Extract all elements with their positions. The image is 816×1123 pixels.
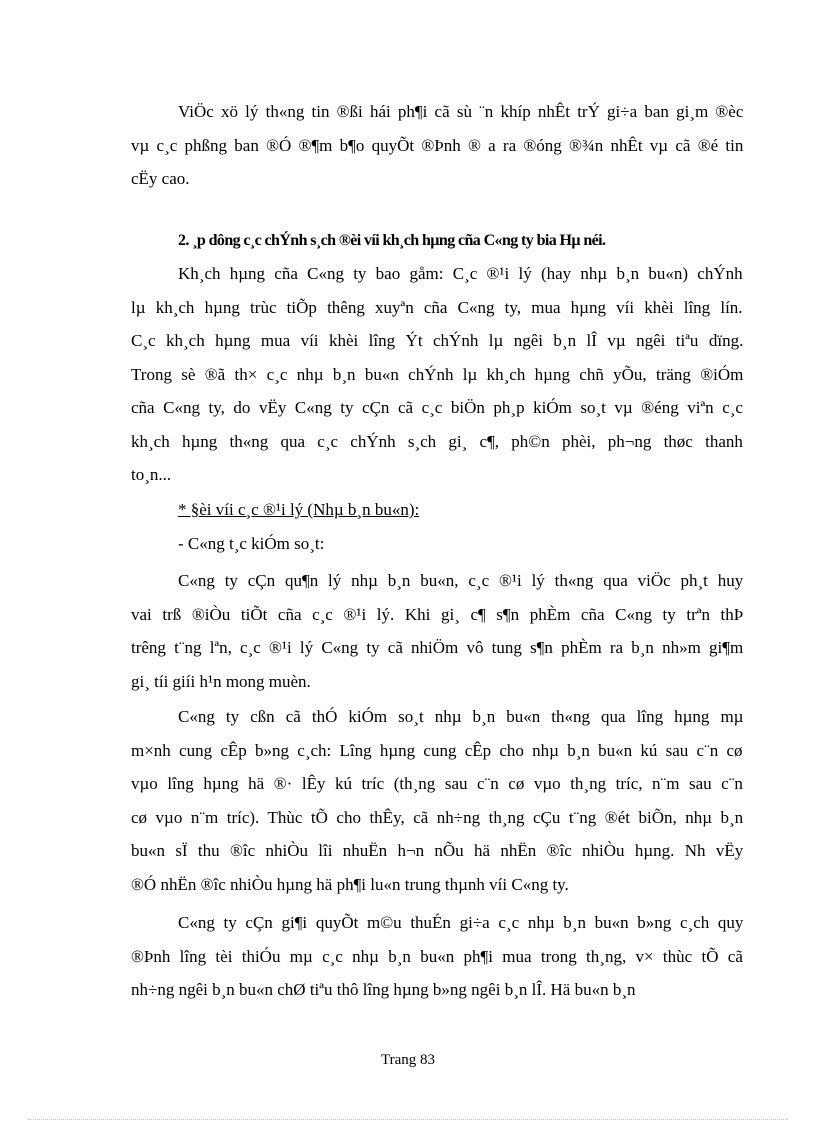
text-line: Kh¸ch hµng cña C«ng ty bao gåm: C¸c ®¹i lý (hay nhµ b¸n bu«n) chÝnh	[178, 264, 743, 283]
text-line: C«ng ty cÇn gi¶i quyÕt m©u thuÉn gi÷a c¸c nhµ b¸n bu«n b»ng c¸ch quy	[178, 913, 744, 932]
text-line: kh¸ch hµng th«ng qua c¸c chÝnh s¸ch gi¸ c¶, ph©n phèi, ph¬ng thøc thanh	[131, 431, 743, 451]
text-line: C«ng ty cÇn qu¶n lý nhµ b¸n bu«n, c¸c ®¹i lý th«ng qua viÖc ph¸t huy	[178, 571, 744, 590]
text-line: lµ kh¸ch hµng trùc tiÕp thêng xuyªn cña C«ng ty, mua hµng víi khèi lîng lín.	[131, 297, 743, 317]
paragraph-5	[131, 906, 743, 1007]
paragraph-4	[131, 700, 743, 901]
page-number: Trang 83	[380, 1052, 436, 1068]
text-line: bu«n sÏ thu ®îc nhiÒu lîi nhuËn h¬n nÕu hä nhËn ®îc nhiÒu hµng. Nh vËy	[131, 841, 744, 860]
subsection-subheading: - C«ng t¸c kiÓm so¸t:	[178, 534, 325, 553]
text-line: cø vµo n¨m tríc). Thùc tÕ cho thÊy, cã nh÷ng th¸ng cÇu t¨ng ®ét biÕn, nhµ b¸n	[131, 807, 744, 827]
text-line: trêng t¨ng lªn, c¸c ®¹i lý C«ng ty cã nhiÖm vô tung s¶n phÈm ra b¸n nh»m gi¶m	[131, 638, 744, 657]
text-line: cña C«ng ty, do vËy C«ng ty cÇn cã c¸c biÖn ph¸p kiÓm so¸t vµ ®éng viªn c¸c	[131, 398, 743, 417]
text-line: vµ c¸c phßng ban ®Ó ®¶m b¶o quyÕt ®Þnh ® a ra ®óng ®¾n nhÊt vµ cã ®é tin	[131, 135, 744, 155]
text-line: ViÖc xö lý th«ng tin ®ßi hái ph¶i cã sù ¨n khíp nhÊt trÝ gi÷a ban gi¸m ®èc	[178, 102, 744, 121]
text-line: vµo lîng hµng hä ®· lÊy kú tríc (th¸ng sau c¨n cø vµo th¸ng tríc, n¨m sau c¨n	[131, 774, 743, 793]
text-line: gi¸ tíi giíi h¹n mong muèn.	[131, 671, 311, 691]
paragraph-3	[131, 564, 743, 698]
text-line: C«ng ty cßn cã thÓ kiÓm so¸t nhµ b¸n bu«n th«ng qua lîng hµng mµ	[178, 707, 744, 726]
text-line: nh÷ng ngêi b¸n bu«n chØ tiªu thô lîng hµng b»ng ngêi b¸n lÎ. Hä bu«n b¸n	[131, 980, 636, 999]
section-heading: 2. ¸p dông c¸c chÝnh s¸ch ®èi víi kh¸ch hµng cña C«ng ty bia Hµ néi.	[178, 232, 606, 249]
text-line: Trong sè ®ã th× c¸c nhµ b¸n bu«n chÝnh lµ kh¸ch hµng chñ yÕu, träng ®iÓm	[131, 364, 744, 384]
text-line: vai trß ®iÒu tiÕt cña c¸c ®¹i lý. Khi gi¸ c¶ s¶n phÈm cña C«ng ty trªn thÞ	[131, 604, 744, 624]
text-line: m×nh cung cÊp b»ng c¸ch: Lîng hµng cung cÊp cho nhµ b¸n bu«n kú sau c¨n cø	[131, 740, 743, 760]
subsection-heading: * §èi víi c¸c ®¹i lý (Nhµ b¸n bu«n):	[178, 500, 420, 519]
paragraph-2	[131, 257, 743, 492]
text-line: ®Ó nhËn ®îc nhiÒu hµng hä ph¶i lu«n trung thµnh víi C«ng ty.	[131, 874, 569, 894]
text-line: cËy cao.	[131, 169, 190, 188]
paragraph-1	[131, 95, 743, 196]
text-line: to¸n...	[131, 465, 172, 484]
text-line: C¸c kh¸ch hµng mua víi khèi lîng Ýt chÝnh lµ ngêi b¸n lÎ vµ ngêi tiªu dïng.	[131, 331, 744, 350]
text-line: ®Þnh lîng tèi thiÓu mµ c¸c nhµ b¸n bu«n ph¶i mua trong th¸ng, v× thùc tÕ cã	[131, 946, 743, 966]
page-bottom-divider	[28, 1119, 788, 1120]
